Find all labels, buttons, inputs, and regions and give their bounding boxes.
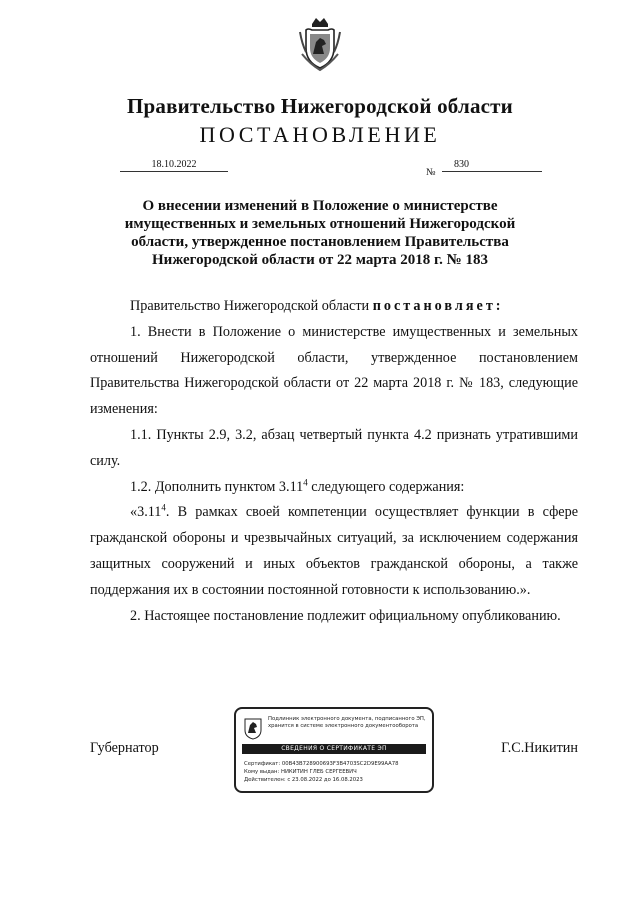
coat-of-arms-emblem: [298, 14, 342, 72]
quote-tail: . В рамках своей компетенции осуществляет функции в сфере гражданской обороны и чрезвычайных ситуаций, за исключением содержания защитных сооружений и иных объектов гражданской обороны, а также поддержания их в состоянии постоянной готовности к использованию.».: [90, 504, 578, 598]
org-name: Правительство Нижегородской области: [127, 94, 513, 118]
document-body: [90, 294, 578, 629]
stamp-cert-value: 00B43B728900693F3B4703SC2D9E99AA78: [281, 761, 399, 767]
electronic-signature-stamp: [234, 707, 434, 793]
document-date: 18.10.2022: [120, 159, 228, 172]
intro-paragraph: [90, 294, 578, 320]
intro-decree-word: постановляет:: [372, 298, 504, 314]
quoted-clause: [90, 500, 578, 603]
stamp-valid-label: Действителен:: [244, 777, 286, 783]
stamp-validity-row: [244, 777, 363, 784]
paragraph-1-2-lead: 1.2. Дополнить пунктом 3.11: [130, 478, 304, 495]
stamp-cert-label: Сертификат:: [244, 761, 281, 767]
stamp-owner-label: Кому выдан:: [244, 769, 280, 775]
document-number-label: №: [426, 167, 436, 178]
signatory-title: Губернатор: [90, 740, 159, 756]
quote-superscript: 4: [161, 502, 166, 513]
stamp-note: Подлинник электронного документа, подписанного ЭП, хранится в системе электронного документооборота: [268, 716, 426, 729]
paragraph-1-1: 1.1. Пункты 2.9, 3.2, абзац четвертый пункта 4.2 признать утратившими силу.: [90, 426, 578, 469]
quote-lead: «3.11: [130, 504, 162, 521]
stamp-certificate-row: [244, 761, 399, 768]
paragraph-1: 1. Внести в Положение о министерстве имущественных и земельных отношений Нижегородской области, утвержденное постановлением Правительства Нижегородской области от 22 марта 2018 г. № 183, следующие изменения:: [90, 323, 578, 418]
intro-lead: Правительство Нижегородской области: [130, 298, 370, 314]
document-title: О внесении изменений в Положение о министерстве имущественных и земельных отношений Нижегородской области, утвержденное постановлением Правительства Нижегородской области от 22 марта 2018 г. № 183: [124, 198, 516, 268]
document-type: ПОСТАНОВЛЕНИЕ: [199, 122, 441, 147]
paragraph-2: 2. Настоящее постановление подлежит официальному опубликованию.: [130, 607, 561, 624]
stamp-owner-row: [244, 769, 357, 776]
stamp-owner-value: НИКИТИН ГЛЕБ СЕРГЕЕВИЧ: [280, 769, 357, 775]
document-number: 830: [442, 159, 542, 172]
paragraph-1-2-superscript: 4: [303, 476, 308, 487]
signatory-name: Г.С.Никитин: [501, 740, 578, 756]
stamp-valid-value: с 23.08.2022 до 16.08.2023: [287, 777, 363, 783]
stamp-emblem-icon: [244, 716, 262, 740]
stamp-band: СВЕДЕНИЯ О СЕРТИФИКАТЕ ЭП: [242, 744, 426, 754]
paragraph-1-2-tail: следующего содержания:: [307, 478, 465, 495]
paragraph-1-2: [90, 475, 578, 501]
